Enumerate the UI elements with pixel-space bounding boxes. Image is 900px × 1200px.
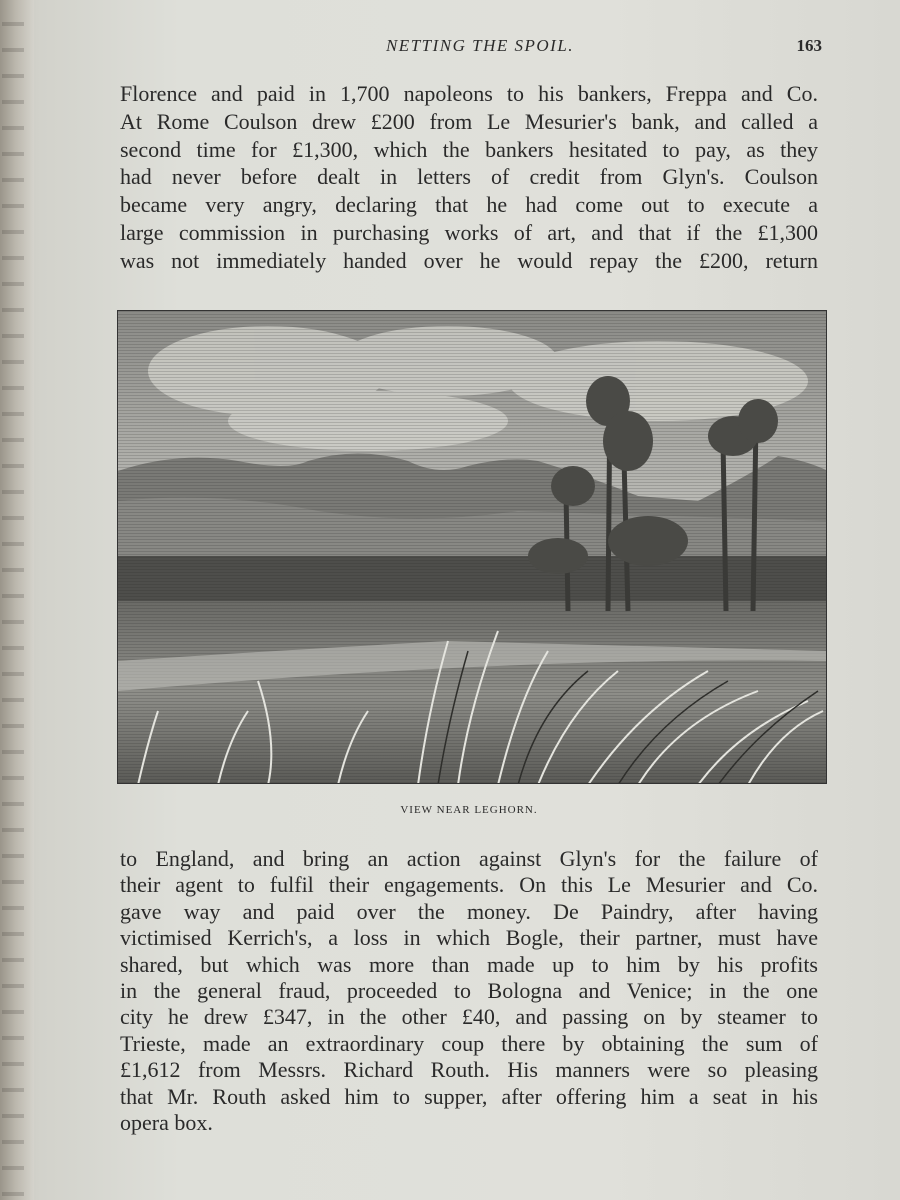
page-header bbox=[120, 36, 820, 64]
adjacent-page-text bbox=[2, 0, 24, 1200]
engraving-illustration bbox=[117, 310, 827, 784]
text-line: to England, and bring an action against Glyn's for the failure of bbox=[120, 846, 818, 871]
figure-caption: VIEW NEAR LEGHORN. bbox=[400, 804, 538, 816]
text-line: that Mr. Routh asked him to supper, after offering him a seat in his bbox=[120, 1083, 818, 1109]
paragraph-bottom bbox=[120, 846, 818, 1136]
landscape-engraving bbox=[118, 311, 827, 784]
text-line: in the general fraud, proceeded to Bologna and Venice; in the one bbox=[120, 977, 818, 1003]
text-line: became very angry, declaring that he had come out to execute a bbox=[120, 192, 818, 218]
text-line: shared, but which was more than made up to him by his profits bbox=[120, 951, 818, 977]
page-number: 163 bbox=[796, 36, 822, 55]
adjacent-page-edge bbox=[0, 0, 34, 1200]
text-line: opera box. bbox=[120, 1109, 213, 1135]
paragraph-top bbox=[120, 80, 818, 275]
text-line: gave way and paid over the money. De Paindry, after having bbox=[120, 898, 818, 924]
text-line: was not immediately handed over he would repay the £200, return bbox=[120, 247, 818, 273]
text-line: large commission in purchasing works of art, and that if the £1,300 bbox=[120, 219, 818, 245]
text-line: £1,612 from Messrs. Richard Routh. His manners were so pleasing bbox=[120, 1057, 818, 1083]
running-title: NETTING THE SPOIL. bbox=[385, 36, 575, 55]
text-line: city he drew £347, in the other £40, and passing on by steamer to bbox=[120, 1004, 818, 1030]
text-line: second time for £1,300, which the bankers hesitated to pay, as they bbox=[120, 136, 818, 162]
text-line: Trieste, made an extraordinary coup there by obtaining the sum of bbox=[120, 1030, 818, 1056]
text-line: At Rome Coulson drew £200 from Le Mesurier's bank, and called a bbox=[120, 108, 818, 134]
text-line: Florence and paid in 1,700 napoleons to his bankers, Freppa and Co. bbox=[120, 81, 818, 106]
text-line: victimised Kerrich's, a loss in which Bogle, their partner, must have bbox=[120, 925, 818, 951]
text-line: their agent to fulfil their engagements. On this Le Mesurier and Co. bbox=[120, 872, 818, 898]
text-line: had never before dealt in letters of credit from Glyn's. Coulson bbox=[120, 164, 818, 190]
